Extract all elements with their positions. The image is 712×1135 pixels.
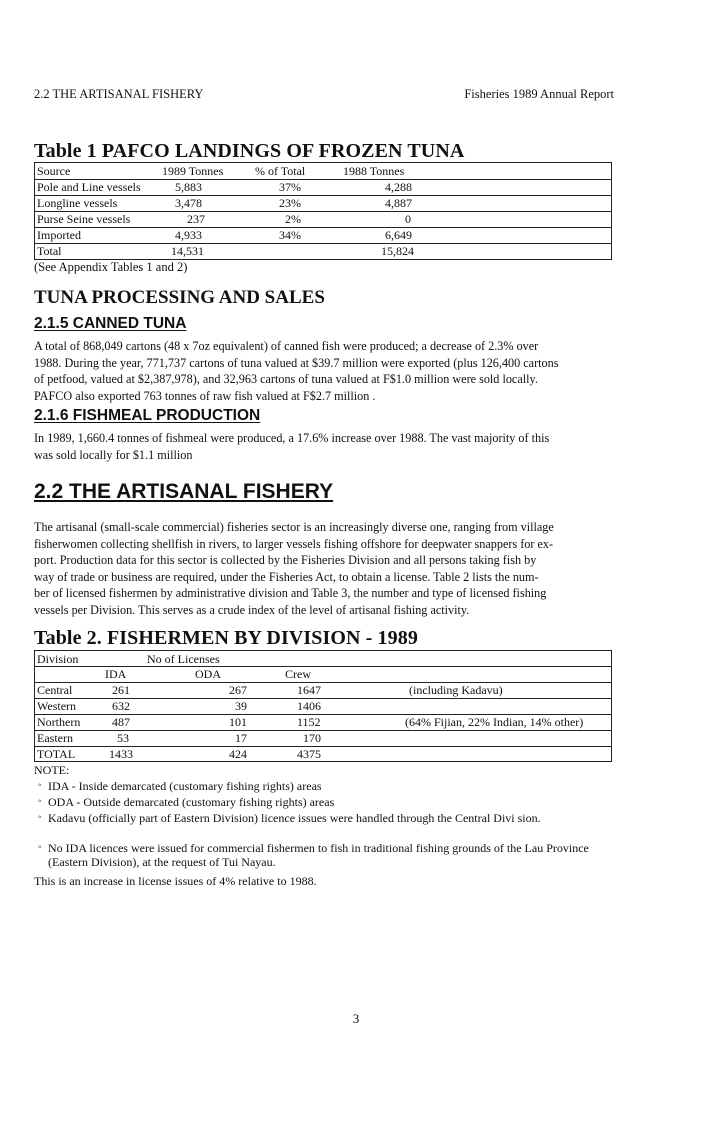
table-row: Central 261 267 1647 (including Kadavu) xyxy=(37,683,503,697)
table-row: Purse Seine vessels 237 2% 0 xyxy=(37,212,411,226)
table2-col-division: Division xyxy=(37,652,79,666)
table1-col-source: Source xyxy=(37,164,71,178)
table1-header-row xyxy=(35,163,611,179)
table-row: Western 632 39 1406 xyxy=(37,699,321,713)
page-number: 3 xyxy=(352,1011,360,1026)
paragraph-fishmeal: In 1989, 1,660.4 tonnes of fishmeal were produced, a 17.6% increase over 1988. The vast majority of this was sold locally for $1.1 million xyxy=(34,431,550,462)
running-header-report: Fisheries 1989 Annual Report xyxy=(464,87,614,101)
table2-title: Table 2. FISHERMEN BY DIVISION - 1989 xyxy=(34,627,418,649)
section-title-processing: TUNA PROCESSING AND SALES xyxy=(34,287,325,308)
paragraph-canned-tuna: A total of 868,049 cartons (48 x 7oz equivalent) of canned fish were produced; a decrease of 2.3% over 1988. During the year, 771,737 cartons of tuna valued at $39.7 million were exported (plus 126,400 cartons of petfood, valued at $2,387,978), and 32,963 cartons of tuna valued at F$1.0 million were sold locally. PAFCO also exported 763 tonnes of raw fish valued at F$2.7 million . xyxy=(34,339,559,403)
table-row: Pole and Line vessels 5,883 37% 4,288 xyxy=(37,180,412,194)
notes-label: NOTE: xyxy=(34,763,70,777)
note-item: ◦ ODA - Outside demarcated (customary fishing rights) areas xyxy=(38,795,598,809)
paragraph-artisanal: The artisanal (small-scale commercial) fisheries sector is an increasingly diverse one, ranging from village fisherwomen collecting shellfish in rivers, to larger vessels fishing offshore for deepwater snappers for ex- port. Production data for this sector is collected by the Fisheries Division and all persons taking fish by way of trade or business are required, under the Fisheries Act, to obtain a license. Table 2 lists the num- ber of licensed fishermen by administrative division and Table 3, the number and type of licensed fishing vessels per Division. This serves as a crude index of the level of artisanal fishing activity. xyxy=(34,520,554,617)
table-row: Eastern 53 17 170 xyxy=(37,731,321,745)
table-row: Total 14,531 15,824 xyxy=(37,244,414,258)
table2-subheader-row xyxy=(35,666,611,682)
table-row: TOTAL 1433 424 4375 xyxy=(37,747,321,761)
section-title-artisanal: 2.2 THE ARTISANAL FISHERY xyxy=(34,480,334,503)
table2-col-ida: IDA xyxy=(105,667,127,681)
table1 xyxy=(34,162,612,260)
subheading-fishmeal: 2.1.6 FISHMEAL PRODUCTION xyxy=(34,407,261,424)
table-row: Imported 4,933 34% 6,649 xyxy=(37,228,412,242)
table2-col-crew: Crew xyxy=(285,667,311,681)
notes-closing: This is an increase in license issues of 4% relative to 1988. xyxy=(34,874,317,888)
table2-col-oda: ODA xyxy=(195,667,221,681)
table2-header-row xyxy=(35,651,611,667)
table2 xyxy=(34,650,612,762)
table1-col-pct: % of Total xyxy=(255,164,306,178)
table1-col-1988: 1988 Tonnes xyxy=(343,164,405,178)
note-item: ◦ Kadavu (officially part of Eastern Division) licence issues were handled through the Central Divi sion. xyxy=(38,811,558,825)
table1-col-1989: 1989 Tonnes xyxy=(162,164,224,178)
table2-col-licenses: No of Licenses xyxy=(147,652,220,666)
table-row: Longline vessels 3,478 23% 4,887 xyxy=(37,196,412,210)
table-row: Northern 487 101 1152 (64% Fijian, 22% Indian, 14% other) xyxy=(37,715,584,729)
table1-title: Table 1 PAFCO LANDINGS OF FROZEN TUNA xyxy=(34,140,465,162)
note-item: ◦ IDA - Inside demarcated (customary fishing rights) areas xyxy=(38,779,598,793)
note-item: ◦ No IDA licences were issued for commercial fishermen to fish in traditional fishing grounds of the Lau Province (Eastern Division), at the request of Tui Nayau. xyxy=(38,841,608,869)
table1-footnote: (See Appendix Tables 1 and 2) xyxy=(34,260,188,274)
running-header-section: 2.2 THE ARTISANAL FISHERY xyxy=(34,87,204,101)
subheading-canned-tuna: 2.1.5 CANNED TUNA xyxy=(34,315,187,332)
